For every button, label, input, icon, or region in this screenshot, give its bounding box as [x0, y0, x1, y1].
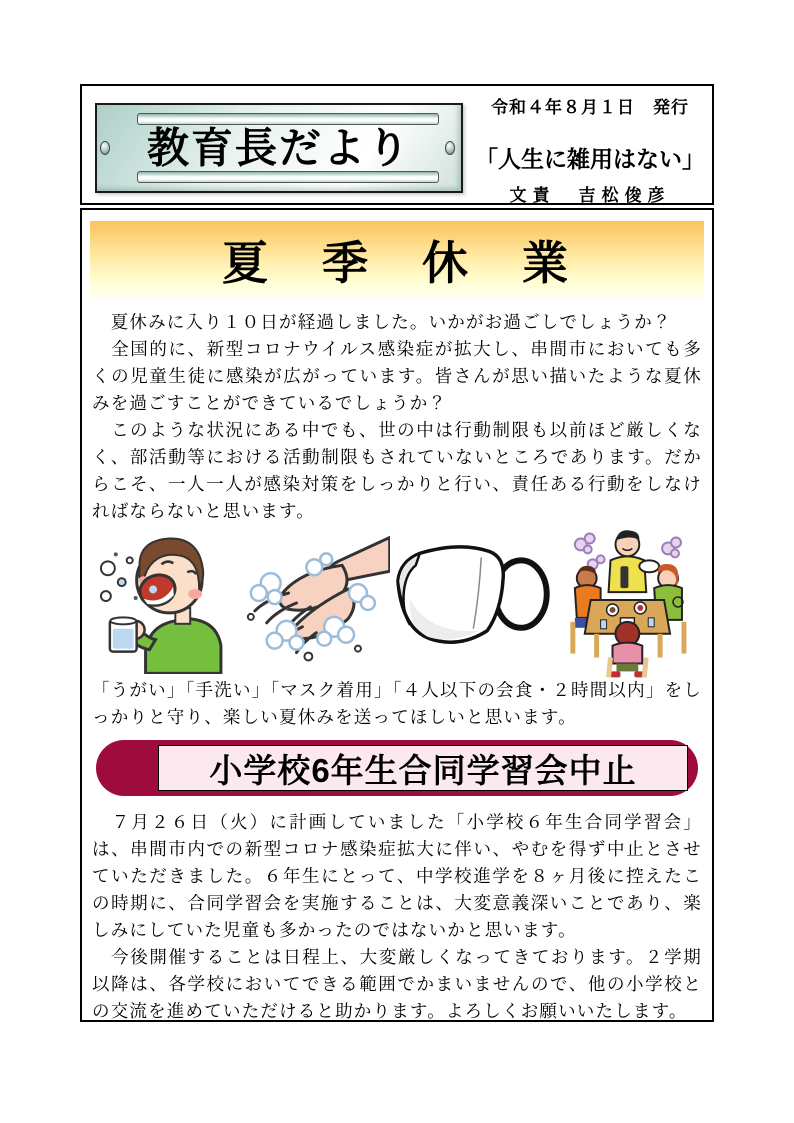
- author-credit: 文責 吉松俊彦: [509, 186, 671, 205]
- face-mask-illustration: [390, 539, 554, 664]
- motto: 「人生に雑用はない」: [475, 146, 705, 172]
- title-plate: [95, 103, 463, 193]
- hand-washing-illustration: [231, 531, 390, 671]
- cancellation-banner: [96, 740, 698, 796]
- family-dining-illustration: [553, 522, 702, 680]
- screw-icon: [100, 141, 110, 155]
- screw-icon: [445, 141, 455, 155]
- summer-paragraph-3: このような状況にある中でも、世の中は行動制限も以前ほど厳しくなく、部活動等における活動制限もされていないところであります。だからこそ、一人一人が感染対策をしっかりと行い、責任ある行動をしなければならないと思います。: [92, 420, 702, 521]
- header-right: [472, 93, 708, 206]
- cancellation-banner-title: 小学校6年生合同学習会中止: [158, 745, 688, 791]
- summer-vacation-banner: 夏 季 休 業: [90, 221, 704, 299]
- prevention-illustrations: [92, 526, 702, 676]
- cancellation-paragraph-1: ７月２６日（火）に計画していました「小学校６年生合同学習会」は、串間市内での新型コロナ感染症拡大に伴い、やむを得ず中止とさせていただきました。６年生にとって、中学校進学を８ヶ月後に控えたこの時期に、合同学習会を実施することは、大変意義深いことであり、楽しみにしていた児童も多かったのではないかと思います。: [92, 812, 702, 940]
- cancellation-paragraph-2: 今後開催することは日程上、大変厳しくなってきております。２学期以降は、各学校においてできる範囲でかまいませんので、他の小学校との交流を進めていただけると助かります。よろしくお願いいたします。: [92, 947, 702, 1021]
- header-box: [80, 84, 714, 205]
- newsletter-title: 教育長だより: [146, 124, 412, 172]
- gargling-child-illustration: [92, 528, 231, 674]
- main-content-box: [80, 208, 714, 1022]
- summer-paragraph-2: 全国的に、新型コロナウイルス感染症が拡大し、串間市においても多くの児童生徒に感染が広がっています。皆さんが思い描いたような夏休みを過ごすことができているでしょうか？: [92, 339, 702, 413]
- issue-date: 令和４年８月１日 発行: [491, 98, 689, 117]
- summer-paragraph-1: 夏休みに入り１０日が経過しました。いかがお過ごしでしょうか？: [92, 312, 672, 332]
- summer-paragraph-4: 「うがい」「手洗い」「マスク着用」「４人以下の会食・２時間以内」をしっかりと守り、楽しい夏休みを送ってほしいと思います。: [92, 680, 702, 727]
